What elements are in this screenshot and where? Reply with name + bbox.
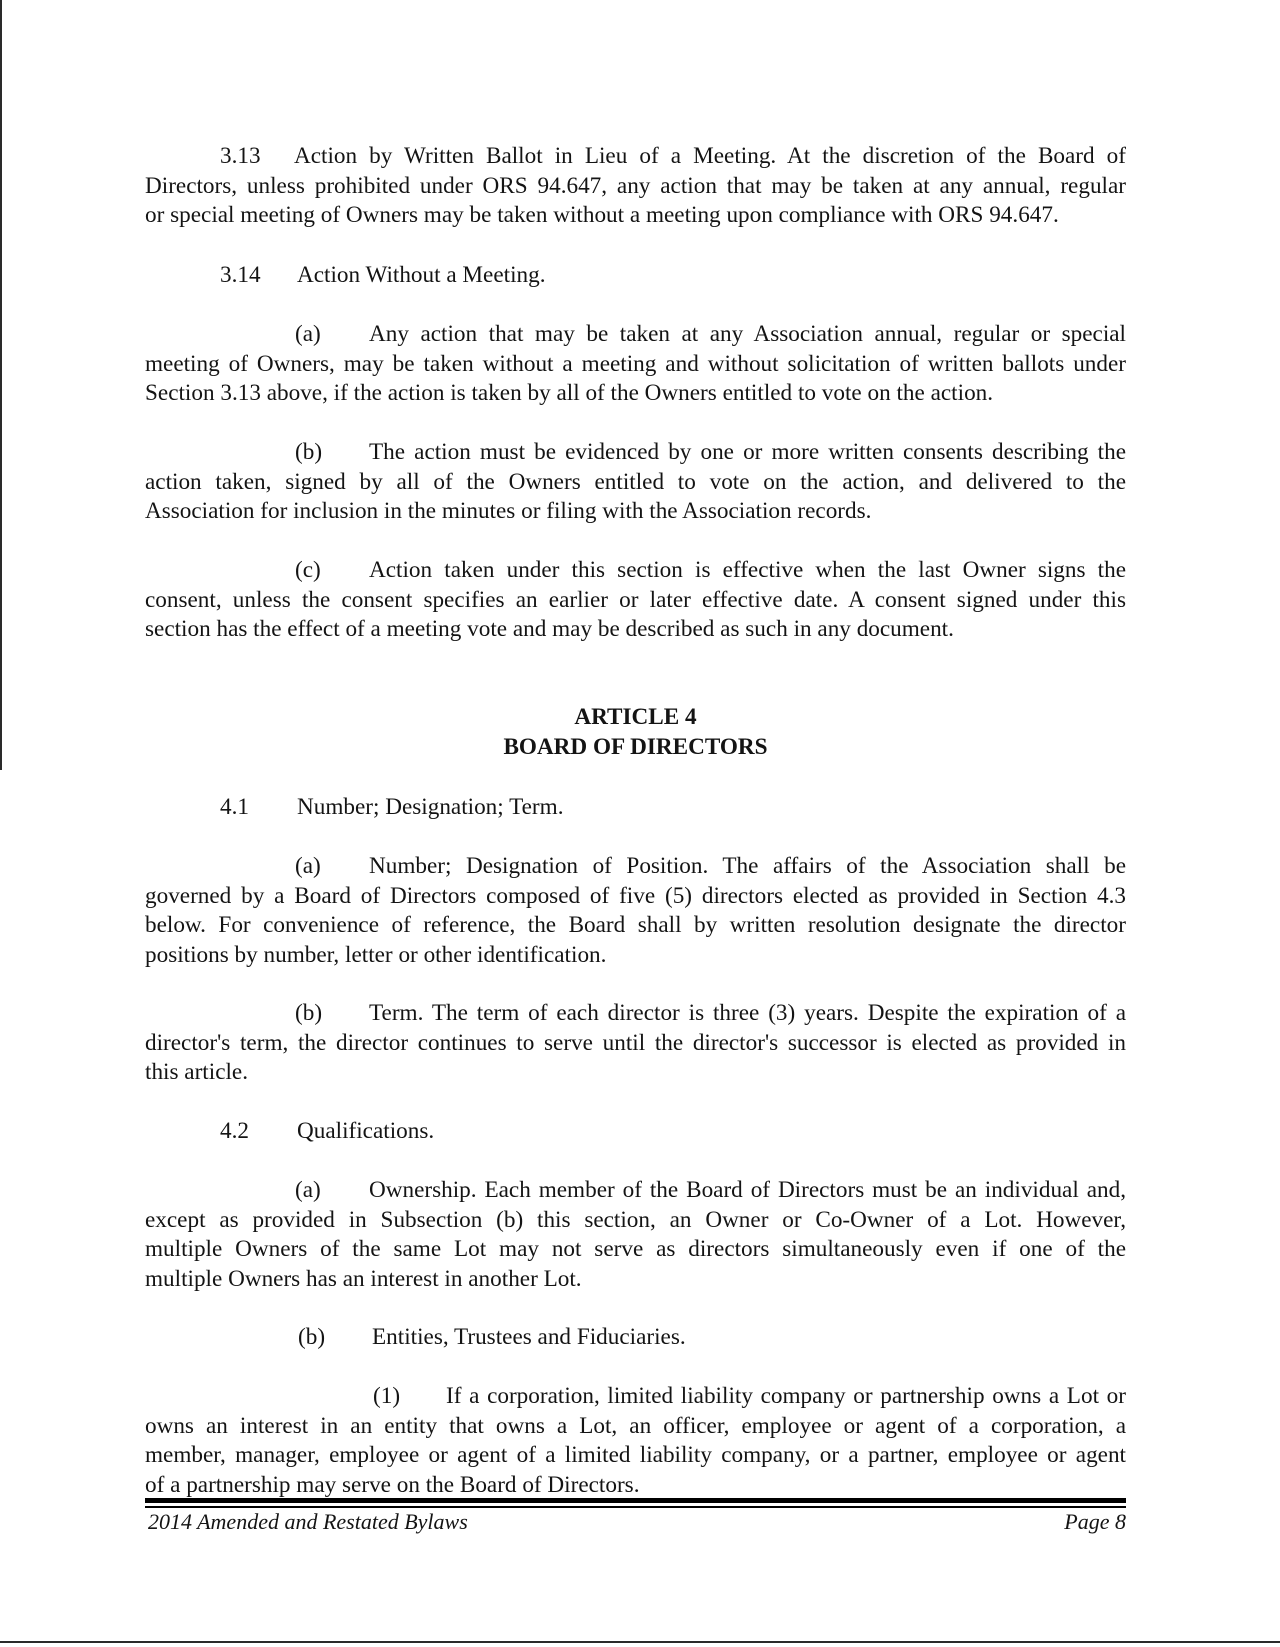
section-4-1-b-line-1 [145,999,1126,1029]
section-4-1-a-line-1 [145,852,1126,882]
section-3-14-c-text-2: consent, unless the consent specifies an earlier or later effective date. A consent signed under this [145,586,1126,613]
footer-document-title: 2014 Amended and Restated Bylaws [148,1509,468,1534]
section-3-14-title: Action Without a Meeting. [297,262,546,288]
section-4-1-number: 4.1 [220,794,249,820]
section-3-13-text-3: or special meeting of Owners may be taken without a meeting upon compliance with ORS 94.647. [145,202,1059,228]
section-3-14-b-line-1 [145,438,1126,468]
section-3-14-a-label: (a) [295,321,321,347]
footer-rule-thick [145,1498,1126,1503]
section-3-14-heading [220,261,546,291]
section-3-13-text-1: Action by Written Ballot in Lieu of a Meeting. At the discretion of the Board of [294,143,1126,169]
section-4-1-a-text-2: governed by a Board of Directors composed of five (5) directors elected as provided in Section 4.3 [145,882,1126,909]
section-3-14-c-text-1: Action taken under this section is effective when the last Owner signs the [369,557,1126,583]
section-3-14-a [145,320,1126,409]
section-4-2-a-line-1 [145,1176,1126,1206]
section-4-1-b [145,999,1126,1088]
section-4-2-b-1-text-3: member, manager, employee or agent of a limited liability company, or a partner, employee or agent [145,1442,1126,1468]
section-3-14-b-text-3: Association for inclusion in the minutes or filing with the Association records. [145,498,872,524]
section-3-13 [145,142,1126,231]
section-3-14-a-text-3: Section 3.13 above, if the action is taken by all of the Owners entitled to vote on the action. [145,380,994,406]
section-4-2-b-label: (b) [298,1324,326,1350]
section-3-14-c-label: (c) [295,557,321,583]
section-4-1-b-text-3: this article. [145,1059,249,1085]
article-4-title [145,703,1126,762]
section-3-14-a-text-2: meeting of Owners, may be taken without a meeting and without solicitation of written ballots under [145,350,1126,377]
section-4-2-a [145,1176,1126,1294]
section-4-1-b-text-2: director's term, the director continues to serve until the director's successor is elected as provided in [145,1029,1126,1056]
section-3-14-a-text-1: Any action that may be taken at any Association annual, regular or special [369,321,1126,347]
section-3-13-line-1 [145,142,1126,172]
article-4-name: BOARD OF DIRECTORS [503,733,768,760]
section-3-14-b-label: (b) [295,439,323,465]
section-4-2-a-text-4: multiple Owners has an interest in another Lot. [145,1265,582,1292]
section-4-1-a-text-1: Number; Designation of Position. The affairs of the Association shall be [369,853,1126,879]
section-3-14-c-text-3: section has the effect of a meeting vote and may be described as such in any document. [145,616,954,642]
section-4-2-title: Qualifications. [297,1118,435,1144]
section-4-2-a-text-2: except as provided in Subsection (b) this section, an Owner or Co-Owner of a Lot. However, [145,1206,1126,1233]
section-3-14-c [145,556,1126,645]
section-3-14-b-text-2: action taken, signed by all of the Owners entitled to vote on the action, and delivered to the [145,468,1126,495]
section-4-2-b-title: Entities, Trustees and Fiduciaries. [372,1324,686,1350]
section-4-2-number: 4.2 [220,1118,249,1144]
section-4-2-a-text-1: Ownership. Each member of the Board of Directors must be an individual and, [369,1177,1126,1203]
section-4-1-heading [220,793,564,823]
section-3-14-b [145,438,1126,527]
section-3-14-b-text-1: The action must be evidenced by one or more written consents describing the [369,439,1126,465]
section-4-2-b-1-label: (1) [373,1383,401,1409]
section-4-2-b-1 [145,1382,1126,1500]
scan-edge-left [0,0,2,770]
section-4-2-b-1-text-1: If a corporation, limited liability company or partnership owns a Lot or [446,1383,1126,1409]
section-4-2-b-1-text-2: owns an interest in an entity that owns a Lot, an officer, employee or agent of a corporation, a [145,1412,1126,1439]
section-4-2-b-1-line-1 [145,1382,1126,1412]
section-3-14-number: 3.14 [220,262,261,288]
section-3-13-text-2: Directors, unless prohibited under ORS 94.647, any action that may be taken at any annual, regular [145,172,1126,199]
section-4-1-a-text-4: positions by number, letter or other identification. [145,941,607,968]
article-4-number: ARTICLE 4 [574,704,697,730]
section-4-2-b-heading [298,1323,686,1353]
section-4-2-b-1-text-4: of a partnership may serve on the Board of Directors. [145,1471,640,1498]
section-3-14-a-line-1 [145,320,1126,350]
section-4-1-title: Number; Designation; Term. [297,794,564,820]
section-4-1-b-label: (b) [295,1000,323,1026]
footer-page-number: Page 8 [1064,1509,1126,1534]
section-4-2-a-label: (a) [295,1177,321,1203]
section-4-2-heading [220,1117,434,1147]
section-3-13-number: 3.13 [220,143,261,169]
section-4-1-a-text-3: below. For convenience of reference, the Board shall by written resolution designate the director [145,912,1126,938]
scan-edge-bottom [0,1641,1280,1643]
section-4-1-b-text-1: Term. The term of each director is three (3) years. Despite the expiration of a [369,1000,1126,1026]
section-4-2-a-text-3: multiple Owners of the same Lot may not serve as directors simultaneously even if one of the [145,1236,1126,1262]
section-3-14-c-line-1 [145,556,1126,586]
section-4-1-a-label: (a) [295,853,321,879]
section-4-1-a [145,852,1126,970]
